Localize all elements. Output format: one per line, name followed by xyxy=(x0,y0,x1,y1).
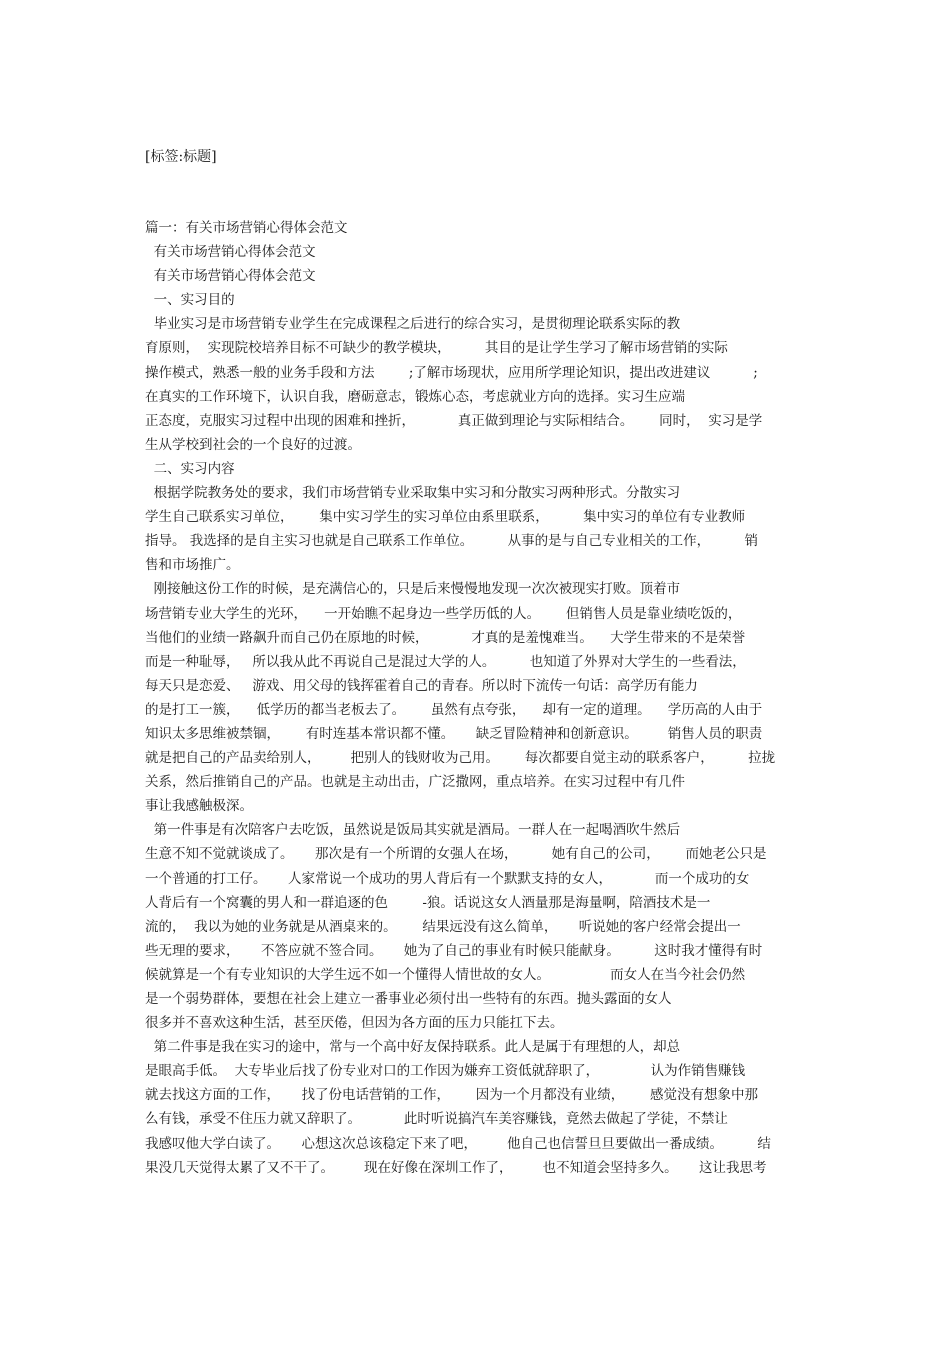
text-line: 果没几天觉得太累了又不干了。 现在好像在深圳工作了， 也不知道会坚持多久。 这让我思考 xyxy=(145,1159,767,1176)
text-line: 售和市场推广。 xyxy=(145,557,240,574)
text-line: 事让我感触极深。 xyxy=(145,798,253,815)
text-line: 流的， 我以为她的业务就是从酒桌来的。 结果远没有这么简单， 听说她的客户经常会提出一 xyxy=(145,918,741,935)
text-line: 有关市场营销心得体会范文 xyxy=(145,268,316,285)
text-line: 在真实的工作环境下，认识自我，磨砺意志，锻炼心态，考虑就业方向的选择。实习生应端 xyxy=(145,388,685,405)
text-line: 一个普通的打工仔。 人家常说一个成功的男人背后有一个默默支持的女人， 而一个成功的女 xyxy=(145,870,750,887)
text-line: 篇一：有关市场营销心得体会范文 xyxy=(145,220,348,236)
text-line: 育原则， 实现院校培养目标不可缺少的教学模块， 其目的是让学生学习了解市场营销的实际 xyxy=(145,340,728,357)
text-line: 场营销专业大学生的光环， 一开始瞧不起身边一些学历低的人。 但销售人员是靠业绩吃饭的， xyxy=(145,605,742,622)
text-line: 刚接触这份工作的时候，是充满信心的，只是后来慢慢地发现一次次被现实打败。顶着市 xyxy=(145,581,681,598)
text-line: 学生自己联系实习单位， 集中实习学生的实习单位由系里联系， 集中实习的单位有专业教师 xyxy=(145,509,746,526)
text-line: 我感叹他大学白读了。 心想这次总该稳定下来了吧， 他自己也信誓旦旦要做出一番成绩。 结 xyxy=(145,1135,771,1152)
text-line: 人背后有一个窝囊的男人和一群追逐的色 -狼。话说这女人酒量那是海量啊，陪酒技术是一 xyxy=(145,894,711,911)
text-line: 候就算是一个有专业知识的大学生远不如一个懂得人情世故的女人。 而女人在当今社会仍然 xyxy=(145,966,746,983)
text-line: 一、实习目的 xyxy=(145,292,235,309)
text-line: 而是一种耻辱， 所以我从此不再说自己是混过大学的人。 也知道了外界对大学生的一些看法， xyxy=(145,653,746,670)
text-line: 每天只是恋爱、 游戏、用父母的钱挥霍着自己的青春。所以时下流传一句话：高学历有能力 xyxy=(145,677,698,694)
text-line: 生意不知不觉就谈成了。 那次是有一个所谓的女强人在场， 她有自己的公司， 而她老公只是 xyxy=(145,846,767,863)
text-line: 的是打工一簇， 低学历的都当老板去了。 虽然有点夸张， 却有一定的道理。 学历高的人由于 xyxy=(145,701,763,718)
text-line: 指导。 我选择的是自主实习也就是自己联系工作单位。 从事的是与自己专业相关的工作， 销 xyxy=(145,533,758,550)
text-line: 生从学校到社会的一个良好的过渡。 xyxy=(145,436,361,453)
text-line: 是一个弱势群体，要想在社会上建立一番事业必须付出一些特有的东西。抛头露面的女人 xyxy=(145,991,672,1007)
text-line: 关系，然后推销自己的产品。也就是主动出击，广泛撒网，重点培养。在实习过程中有几件 xyxy=(145,774,685,791)
text-line: 操作模式，熟悉一般的业务手段和方法 ;了解市场现状，应用所学理论知识，提出改进建议 ; xyxy=(145,364,758,381)
text-line: 二、实习内容 xyxy=(145,460,235,477)
text-line: 很多并不喜欢这种生活，甚至厌倦，但因为各方面的压力只能扛下去。 xyxy=(145,1015,564,1032)
text-line: 就是把自己的产品卖给别人， 把别人的钱财收为己用。 每次都要自觉主动的联系客户， 拉拢 xyxy=(145,750,776,767)
text-line: 毕业实习是市场营销专业学生在完成课程之后进行的综合实习，是贯彻理论联系实际的教 xyxy=(145,316,681,333)
text-line: 第二件事是我在实习的途中，常与一个高中好友保持联系。此人是属于有理想的人，却总 xyxy=(145,1039,681,1056)
text-line: 就去找这方面的工作， 找了份电话营销的工作， 因为一个月都没有业绩， 感觉没有想象中那 xyxy=(145,1087,758,1104)
text-line: 当他们的业绩一路飙升而自己仍在原地的时候， 才真的是羞愧难当。 大学生带来的不是荣誉 xyxy=(145,629,746,646)
text-line: 是眼高手低。 大专毕业后找了份专业对口的工作因为嫌弃工资低就辞职了， 认为作销售赚钱 xyxy=(145,1063,746,1080)
text-line: 根据学院教务处的要求，我们市场营销专业采取集中实习和分散实习两种形式。分散实习 xyxy=(145,485,681,502)
text-line: 么有钱，承受不住压力就又辞职了。 此时听说搞汽车美容赚钱，竟然去做起了学徒，不禁让 xyxy=(145,1111,728,1128)
text-line: 有关市场营销心得体会范文 xyxy=(145,244,316,261)
text-line: 些无理的要求， 不答应就不签合同。 她为了自己的事业有时候只能献身。 这时我才懂得有时 xyxy=(145,942,763,959)
text-line: 正态度，克服实习过程中出现的困难和挫折， 真正做到理论与实际相结合。 同时， 实习是学 xyxy=(145,412,763,429)
document-body xyxy=(145,216,810,1180)
text-line: 知识太多思维被禁锢， 有时连基本常识都不懂。 缺乏冒险精神和创新意识。 销售人员的职责 xyxy=(145,725,763,742)
tag-label: [标签:标题] xyxy=(145,149,217,165)
text-line: 第一件事是有次陪客户去吃饭，虽然说是饭局其实就是酒局。一群人在一起喝酒吹牛然后 xyxy=(145,822,681,839)
